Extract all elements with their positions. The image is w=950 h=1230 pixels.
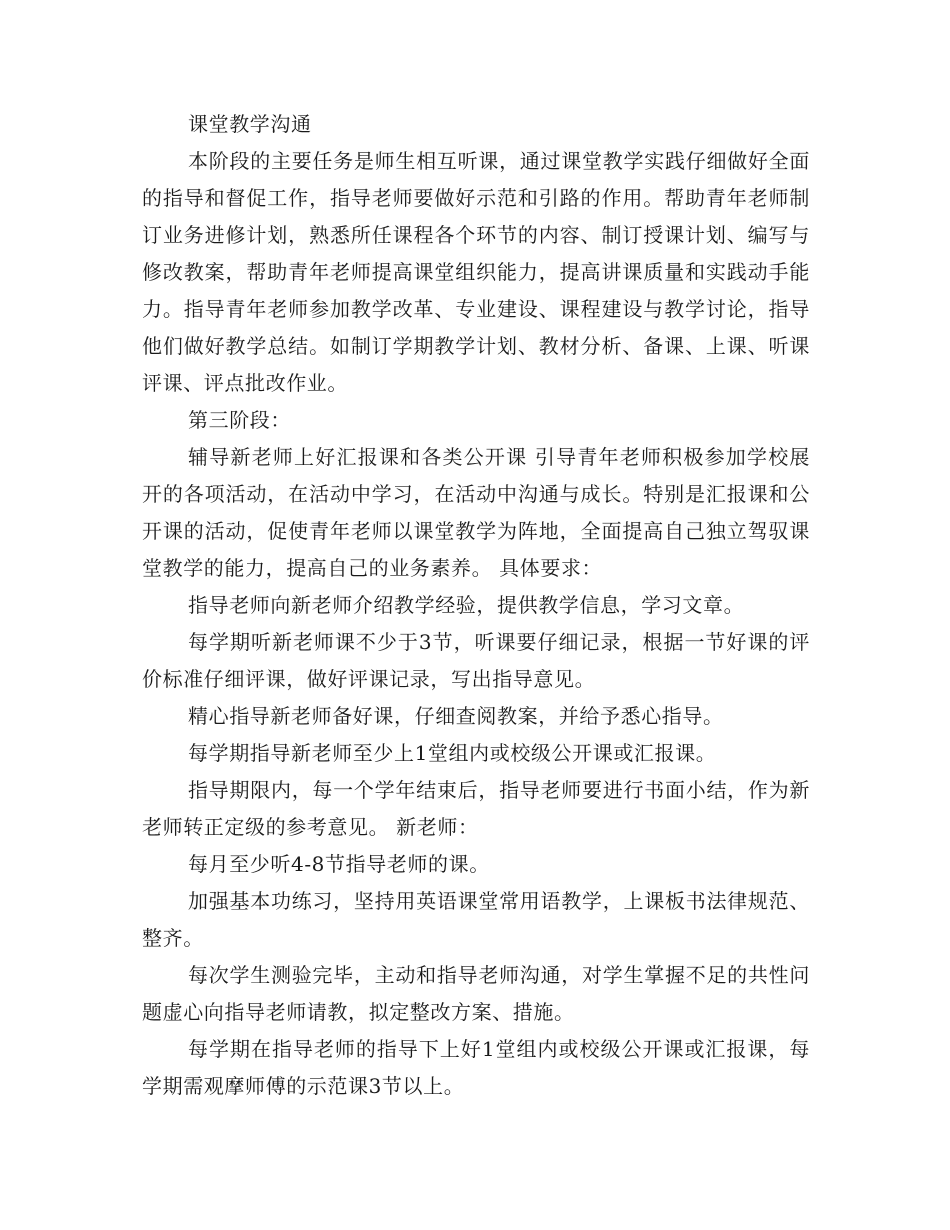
- paragraph-requirement-2: 每学期听新老师课不少于3节，听课要仔细记录，根据一节好课的评价标准仔细评课，做好评课记录，写出指导意见。: [142, 630, 810, 691]
- paragraph-new-teacher-1: 每月至少听4-8节指导老师的课。: [188, 852, 490, 876]
- paragraph-new-teacher-4: 每学期在指导老师的指导下上好1堂组内或校级公开课或汇报课，每学期需观摩师傅的示范课3节以上。: [142, 1037, 810, 1098]
- paragraph-main-tasks: 本阶段的主要任务是师生相互听课，通过课堂教学实践仔细做好全面的指导和督促工作，指导老师要做好示范和引路的作用。帮助青年老师制订业务进修计划，熟悉所任课程各个环节的内容、制订授课计划、编写与修改教案，帮助青年老师提高课堂组织能力，提高讲课质量和实践动手能力。指导青年老师参加教学改革、专业建设、课程建设与教学讨论，指导他们做好教学总结。如制订学期教学计划、教材分析、备课、上课、听课评课、评点批改作业。: [142, 149, 810, 395]
- section-heading-classroom-communication: 课堂教学沟通: [188, 112, 312, 136]
- paragraph-requirement-5: 指导期限内，每一个学年结束后，指导老师要进行书面小结，作为新老师转正定级的参考意见。 新老师：: [142, 778, 810, 839]
- paragraph-requirement-1: 指导老师向新老师介绍教学经验，提供教学信息，学习文章。: [188, 593, 745, 617]
- paragraph-public-lessons: 辅导新老师上好汇报课和各类公开课 引导青年老师积极参加学校展开的各项活动，在活动中学习，在活动中沟通与成长。特别是汇报课和公开课的活动，促使青年老师以课堂教学为阵地，全面提高自己独立驾驭课堂教学的能力，提高自己的业务素养。 具体要求：: [142, 445, 810, 580]
- section-heading-stage-three: 第三阶段：: [188, 408, 291, 432]
- paragraph-new-teacher-2: 加强基本功练习，坚持用英语课堂常用语教学，上课板书法律规范、整齐。: [142, 889, 810, 950]
- paragraph-new-teacher-3: 每次学生测验完毕，主动和指导老师沟通，对学生掌握不足的共性问题虚心向指导老师请教，拟定整改方案、措施。: [142, 963, 810, 1024]
- paragraph-requirement-3: 精心指导新老师备好课，仔细查阅教案，并给予悉心指导。: [188, 704, 724, 728]
- document-body: [142, 106, 810, 1105]
- paragraph-requirement-4: 每学期指导新老师至少上1堂组内或校级公开课或汇报课。: [188, 741, 717, 765]
